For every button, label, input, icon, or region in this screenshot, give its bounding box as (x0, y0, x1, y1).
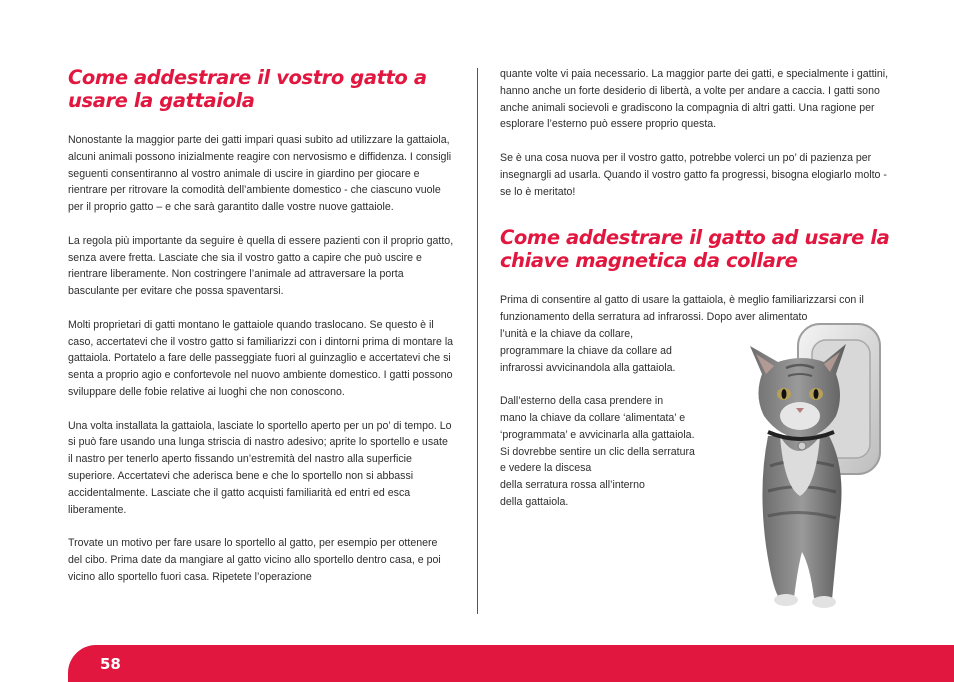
wrap-line: programmare la chiave da collare ad (500, 344, 672, 357)
footer-bar (68, 645, 954, 682)
wrap-paragraph-2 (500, 393, 722, 511)
left-column (68, 66, 454, 602)
wrap-line: mano la chiave da collare ‘alimentata’ e (500, 411, 686, 424)
section-title-gattaiola: Come addestrare il vostro gatto a usare la gattaiola (68, 66, 427, 112)
right-intro-paragraph: Prima di consentire al gatto di usare la gattaiola, è meglio familiarizzarsi con il funzionamento della serratura ad infrarossi. Dopo aver alimentato (500, 294, 864, 324)
wrap-line: ‘programmata’ e avvicinarla alla gattaiola. (500, 428, 695, 441)
left-paragraph-3: Molti proprietari di gatti montano le gattaiole quando traslocano. Se questo è il caso, accertatevi che il vostro gatto si familiarizzi con i dintorni prima di montare la gattaiola. Portatelo a fare delle passeggiate fuori al guinzaglio e accertatevi che si senta a proprio agio e confortevole nel nuovo ambiente domestico. I gatti possono sviluppare delle fobie relative ai luoghi che non conoscono. (68, 318, 454, 398)
left-paragraph-1: Nonostante la maggior parte dei gatti impari quasi subito ad utilizzare la gattaiola, alcuni animali possono inizialmente reagire con nervosismo e diffidenza. I consigli seguenti consentiranno al vostro animale di uscire in giardino per giocare e rientrare per ritrovare la comodità dell’ambiente domestico - che ciascuno vuole per il proprio gatto – e che sarà garantito dalle vostre nuove gattaiole. (68, 134, 452, 214)
right-paragraph-2: Se è una cosa nuova per il vostro gatto, potrebbe volerci un po’ di pazienza per insegnargli ad usarla. Quando il vostro gatto fa progressi, bisogna elogiarlo molto - se lo è meritato! (500, 151, 887, 198)
wrap-line: Dall’esterno della casa prendere in (500, 395, 664, 408)
right-paragraph-1: quante volte vi paia necessario. La maggior parte dei gatti, e specialmente i gattini, hanno anche un forte desiderio di libertà, a volte per andare a caccia. I gatti sono anche animali socievoli e gradiscono la compagnia di altri gatti. Una ragione per esplorare l’esterno può essere proprio questa. (500, 68, 889, 131)
wrap-line: l’unità e la chiave da collare, (500, 327, 634, 340)
wrap-line: infrarossi avvicinandola alla gattaiola. (500, 361, 676, 374)
left-paragraph-4: Una volta installata la gattaiola, lasciate lo sportello aperto per un po’ di tempo. Lo si può fare usando una lunga striscia di nastro adesivo; aprite lo sportello e usate il nastro per tenerlo aperto fissando un’estremità del nastro alla superficie superiore. Accertatevi che aderisca bene e che lo sportello non si abbassi accidentalmente. Lasciate che il gatto acquisti familiarità ed entri ed esca liberamente. (68, 419, 452, 516)
page-number: 58 (100, 655, 121, 673)
wrap-line: e vedere la discesa (500, 462, 592, 475)
column-divider (477, 68, 478, 614)
wrap-paragraph-1 (500, 326, 722, 376)
wrap-line: della serratura rossa all’interno (500, 479, 645, 492)
left-paragraph-2: La regola più importante da seguire è quella di essere pazienti con il proprio gatto, senza avere fretta. Lasciate che sia il vostro gatto a capire che può uscire e rientrare liberamente. Non costringere l’animale ad attraversare la porta basculante per evitare che possa spaventarsi. (68, 234, 454, 298)
section-title-chiave-magnetica: Come addestrare il gatto ad usare la chiave magnetica da collare (500, 226, 890, 273)
left-paragraph-5: Trovate un motivo per fare usare lo sportello al gatto, per esempio per ottenere del cibo. Prima date da mangiare al gatto vicino allo sportello dentro casa, e poi vicino allo sportello fuori casa. Ripetete l’operazione (68, 537, 441, 583)
wrap-line: della gattaiola. (500, 495, 569, 508)
cat-through-catflap-photo (728, 316, 898, 616)
wrap-line: Si dovrebbe sentire un clic della serratura (500, 445, 695, 458)
